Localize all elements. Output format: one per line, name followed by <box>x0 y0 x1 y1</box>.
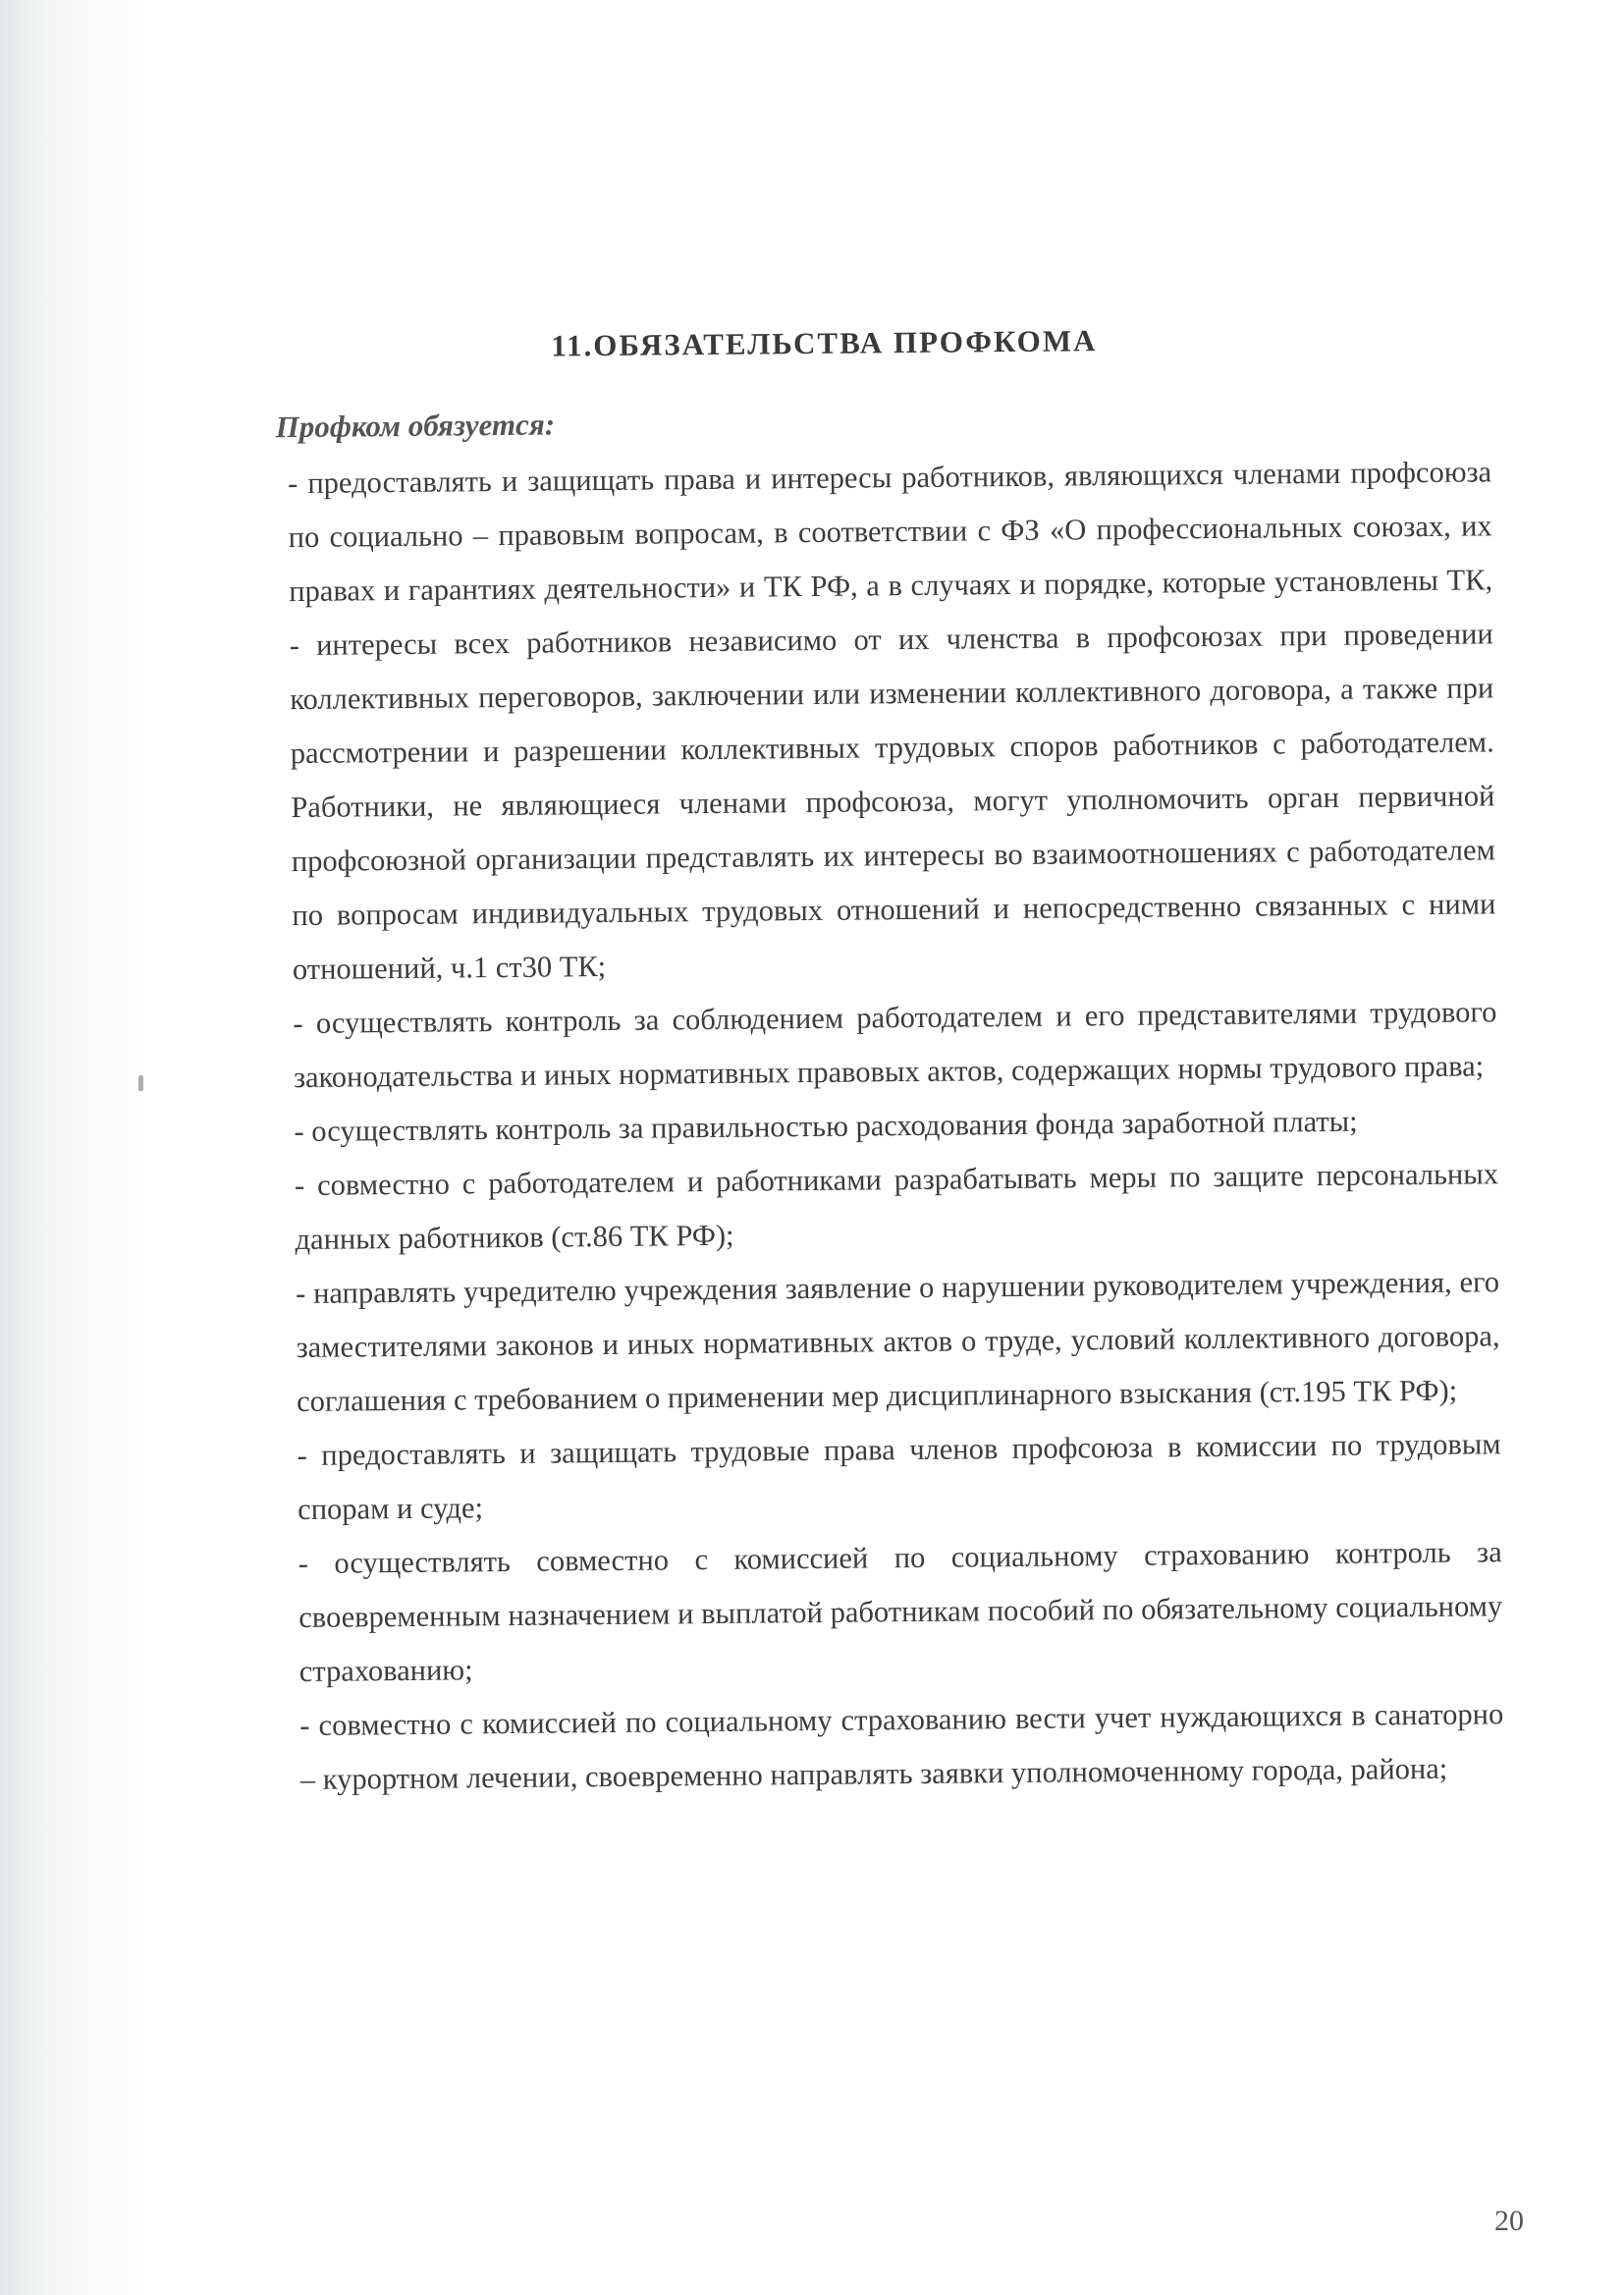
obligation-paragraph: - совместно с комиссией по социальному страхованию вести учет нуждающихся в санаторно – курортном лечении, своевременно направлять заявки уполномоченному города, района; <box>299 1697 1504 1797</box>
obligations-list <box>288 445 1504 1807</box>
obligation-paragraph: - предоставлять и защищать права и интересы работников, являющихся членами профсоюза по социально – правовым вопросам, в соответствии с ФЗ «О профессиональных союзах, их правах и гарантиях деятельности» и ТК РФ, а в случаях и порядке, которые установлены ТК, - интересы всех работников независимо от их членства в профсоюзах при проведении коллективных переговоров, заключении или изменении коллективного договора, а также при рассмотрении и разрешении коллективных трудовых споров работников с работодателем. Работники, не являющиеся членами профсоюза, могут уполномочить орган первичной профсоюзной организации представлять их интересы во взаимоотношениях с работодателем по вопросам индивидуальных трудовых отношений и непосредственно связанных с ними отношений, ч.1 ст30 ТК; <box>288 455 1496 987</box>
obligation-paragraph: - предоставлять и защищать трудовые права членов профсоюза в комиссии по трудовым спорам и суде; <box>297 1427 1501 1527</box>
obligation-paragraph: - осуществлять контроль за правильностью расходования фонда заработной платы; <box>294 1104 1358 1149</box>
intro-line: Профком обязуется: <box>275 407 556 445</box>
obligation-paragraph: - осуществлять совместно с комиссией по социальному страхованию контроль за своевременным назначением и выплатой работникам пособий по обязательному социальному страхованию; <box>298 1535 1503 1689</box>
section-heading: 11.ОБЯЗАТЕЛЬСТВА ПРОФКОМА <box>551 323 1098 363</box>
page-number: 20 <box>1494 2205 1524 2237</box>
obligation-paragraph: - направлять учредителю учреждения заявление о нарушении руководителем учреждения, его заместителями законов и иных нормативных актов о труде, условий коллективного договора, соглашения с требованием о применении мер дисциплинарного взыскания (ст.195 ТК РФ); <box>295 1265 1500 1419</box>
obligation-paragraph: - осуществлять контроль за соблюдением работодателем и его представителями трудового законодательства и иных нормативных правовых актов, содержащих нормы трудового права; <box>293 995 1497 1095</box>
obligation-paragraph: - совместно с работодателем и работниками разрабатывать меры по защите персональных данных работников (ст.86 ТК РФ); <box>294 1157 1499 1257</box>
